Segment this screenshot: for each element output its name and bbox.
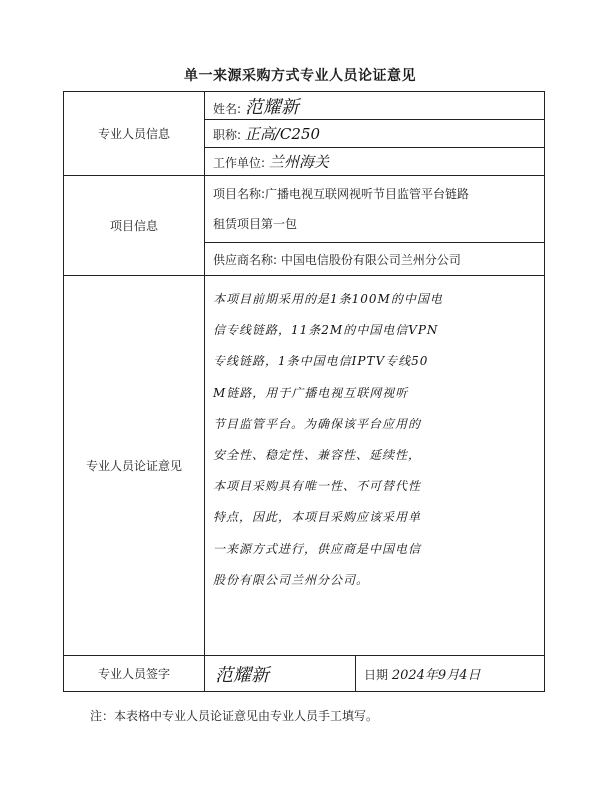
- opinion-line: 本项目前期采用的是1条100M的中国电: [213, 292, 443, 306]
- project-name-row: [205, 176, 545, 243]
- opinion-line: 本项目采购具有唯一性、不可替代性: [213, 479, 422, 494]
- opinion-section-label: 专业人员论证意见: [64, 276, 205, 656]
- date-label: 日期: [364, 668, 389, 682]
- document-title: 单一来源采购方式专业人员论证意见: [184, 68, 416, 84]
- date-handwritten: 2024年9月4日: [391, 668, 481, 683]
- expert-info-section-label: 专业人员信息: [64, 92, 205, 176]
- footnote: 注：本表格中专业人员论证意见由专业人员手工填写。: [90, 709, 379, 723]
- opinion-line: 安全性、稳定性、兼容性、延续性，: [213, 448, 422, 463]
- signature-cell: [205, 656, 356, 691]
- project-name-line2: 租赁项目第一包: [213, 217, 298, 231]
- opinion-line: 一来源方式进行，供应商是中国电信: [213, 541, 422, 556]
- opinion-line: 股份有限公司兰州分公司。: [213, 572, 370, 587]
- opinion-line: 信专线链路，11条2M的中国电信VPN: [213, 323, 439, 338]
- name-row: [205, 92, 545, 120]
- project-name-label: 项目名称:: [213, 187, 266, 201]
- supplier-label: 供应商名称:: [213, 252, 278, 267]
- opinion-line: 特点，因此，本项目采购应该采用单: [213, 510, 422, 525]
- supplier-name: 中国电信股份有限公司兰州分公司: [280, 252, 461, 267]
- supplier-row: [205, 243, 545, 276]
- opinion-line: M链路，用于广播电视互联网视听: [213, 385, 409, 400]
- opinion-line: 专线链路，1条中国电信IPTV专线50: [213, 354, 429, 369]
- opinion-handwritten-text: [205, 276, 545, 656]
- work-unit-row: [205, 148, 545, 176]
- name-label: 姓名:: [213, 101, 242, 116]
- signature-section-label: 专业人员签字: [64, 656, 205, 692]
- project-name-line1: 广播电视互联网视听节目监管平台链路: [265, 187, 470, 201]
- title-label: 职称:: [213, 128, 242, 142]
- date-cell: [356, 656, 545, 691]
- name-handwritten: 范耀新: [244, 96, 299, 118]
- certification-form-table: [63, 91, 545, 692]
- handwritten-signature: 范耀新: [215, 664, 269, 686]
- work-unit-handwritten: 兰州海关: [268, 153, 329, 171]
- opinion-line: 节目监管平台。为确保该平台应用的: [213, 416, 422, 431]
- title-handwritten: 正高/C250: [244, 125, 321, 143]
- signature-row: [205, 656, 545, 692]
- project-info-section-label: 项目信息: [64, 176, 205, 276]
- title-row: [205, 120, 545, 148]
- work-unit-label: 工作单位:: [213, 156, 266, 170]
